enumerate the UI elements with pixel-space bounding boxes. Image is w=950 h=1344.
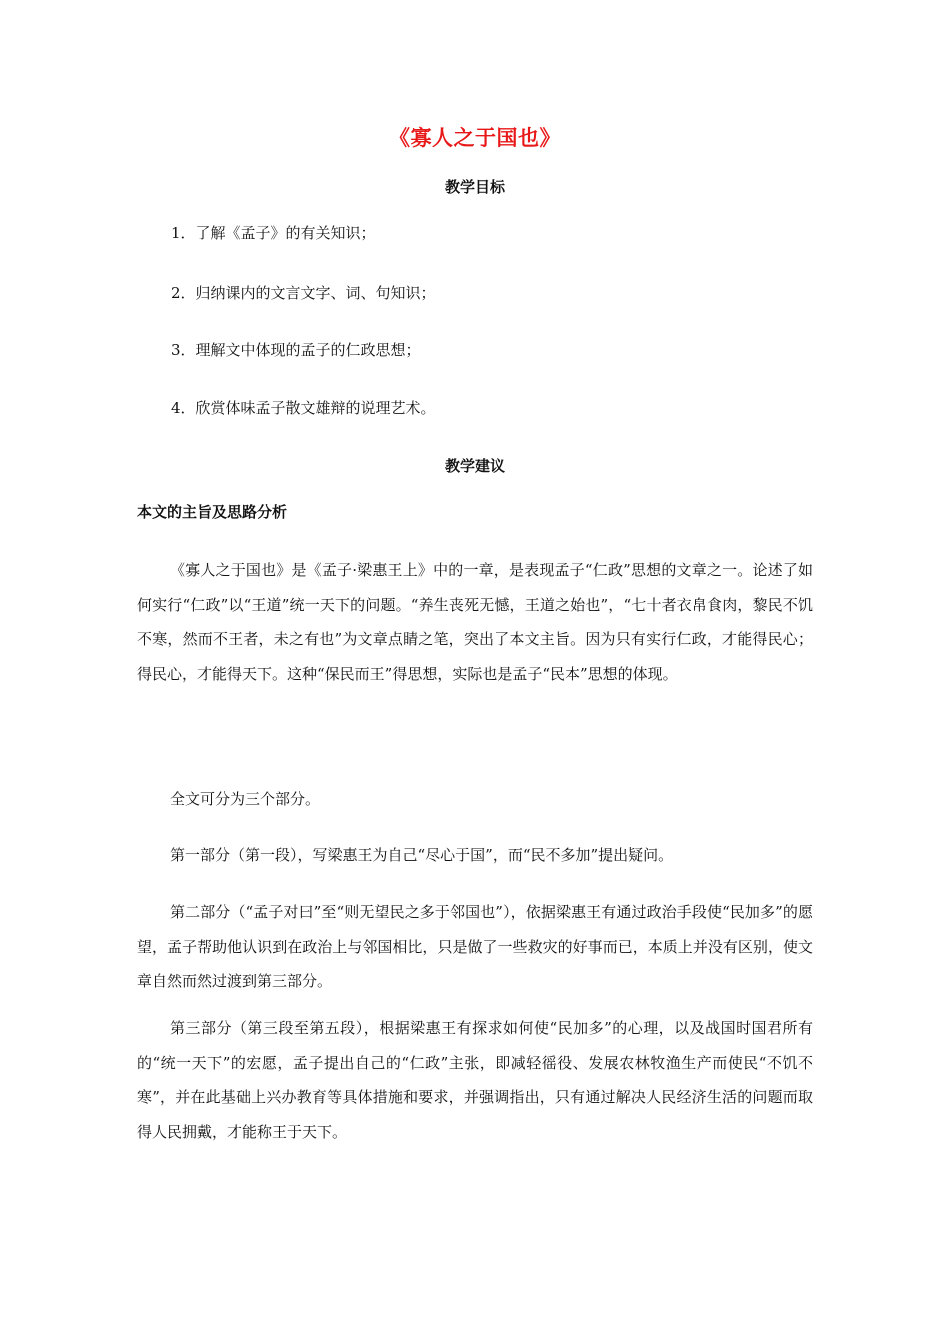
goal-item-2: 2．归纳课内的文言文字、词、句知识； bbox=[171, 284, 436, 302]
paragraph-part-two: 第二部分（“孟子对曰”至“则无望民之多于邻国也”），依据梁惠王有通过政治手段使“民加多”的愿望，孟子帮助他认识到在政治上与邻国相比，只是做了一些救灾的好事而已，本质上并没有区别，使文章自然而然过渡到第三部分。 bbox=[137, 903, 813, 990]
paragraph-structure: 全文可分为三个部分。 bbox=[170, 790, 321, 808]
analysis-heading: 本文的主旨及思路分析 bbox=[137, 503, 288, 521]
goal-item-4: 4．欣赏体味孟子散文雄辩的说理艺术。 bbox=[171, 399, 436, 417]
goal-item-3: 3．理解文中体现的孟子的仁政思想； bbox=[171, 341, 421, 359]
paragraph-main-idea: 《寡人之于国也》是《孟子·梁惠王上》中的一章，是表现孟子“仁政”思想的文章之一。论述了如何实行“仁政”以“王道”统一天下的问题。“养生丧死无憾，王道之始也”，“七十者衣帛食肉，黎民不饥不寒，然而不王者，未之有也”为文章点睛之笔，突出了本文主旨。因为只有实行仁政，才能得民心；得民心，才能得天下。这种“保民而王”得思想，实际也是孟子“民本”思想的体现。 bbox=[137, 561, 813, 683]
goals-heading: 教学目标 bbox=[444, 178, 505, 196]
document-title: 《寡人之于国也》 bbox=[389, 126, 561, 150]
paragraph-part-three: 第三部分（第三段至第五段），根据梁惠王有探求如何使“民加多”的心理，以及战国时国君所有的“统一天下”的宏愿，孟子提出自己的“仁政”主张，即减轻徭役、发展农林牧渔生产而使民“不饥不寒”，并在此基础上兴办教育等具体措施和要求，并强调指出，只有通过解决人民经济生活的问题而取得人民拥戴，才能称王于天下。 bbox=[137, 1019, 813, 1141]
suggestions-heading: 教学建议 bbox=[444, 457, 505, 475]
goal-item-1: 1．了解《孟子》的有关知识； bbox=[171, 224, 376, 242]
paragraph-part-one: 第一部分（第一段），写梁惠王为自己“尽心于国”，而“民不多加”提出疑问。 bbox=[170, 846, 674, 864]
